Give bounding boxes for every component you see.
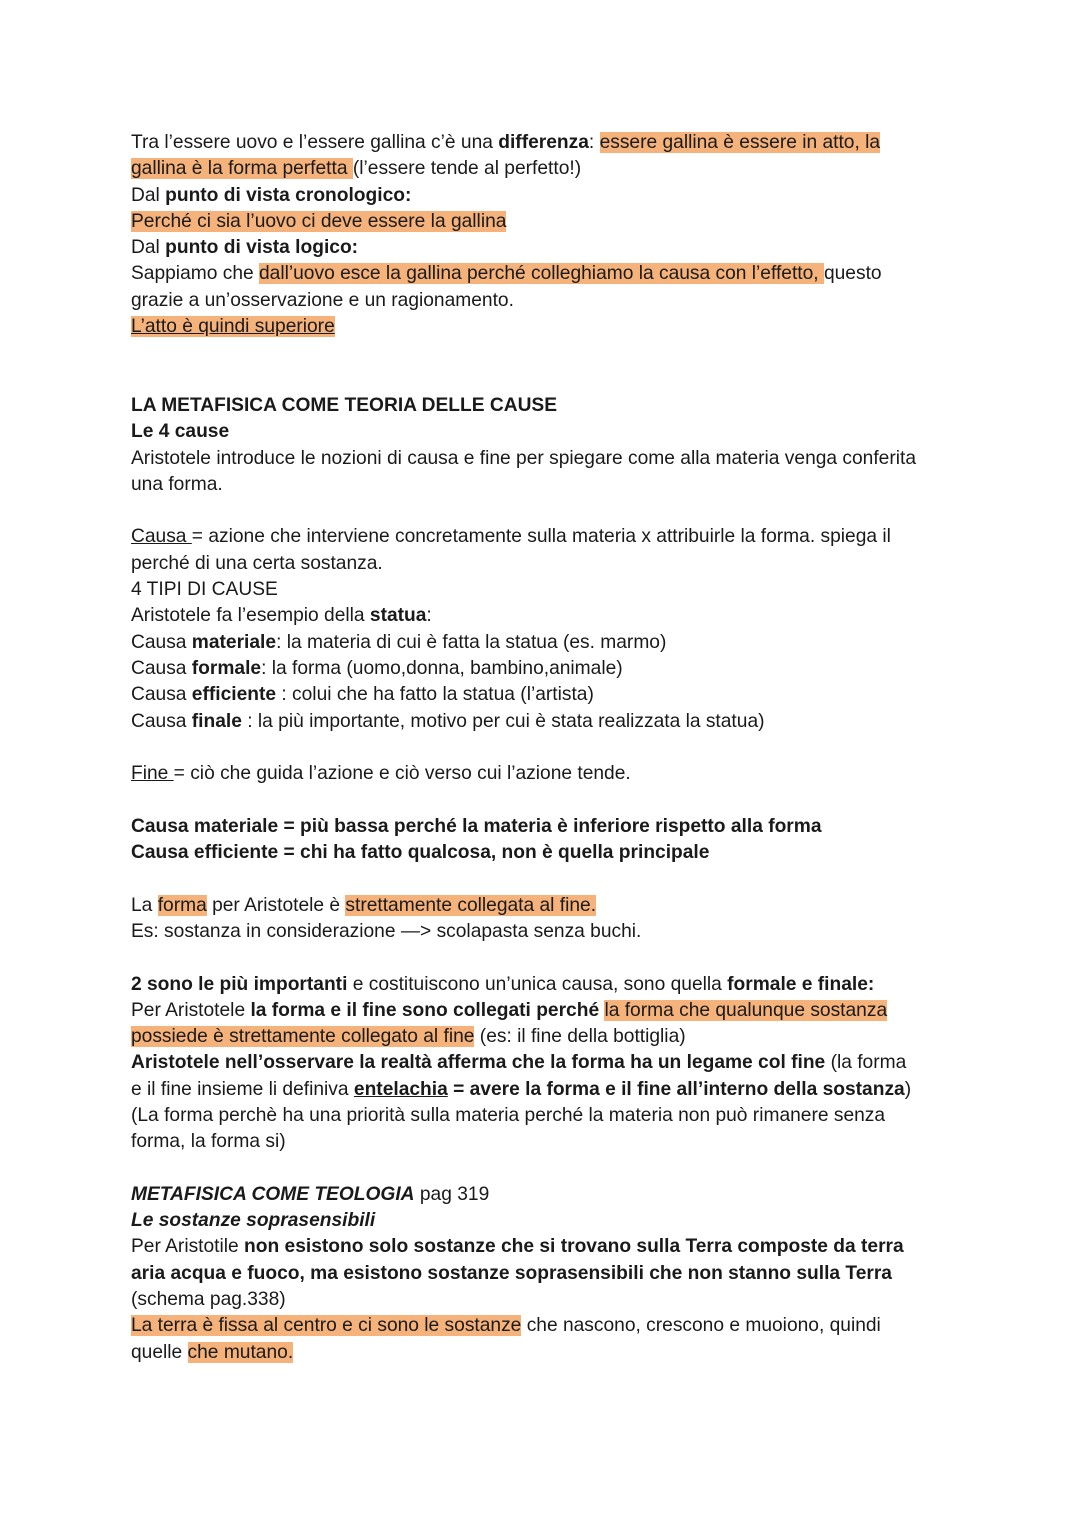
highlight: strettamente collegata al fine.: [345, 894, 597, 916]
text-line: una forma.: [131, 473, 223, 495]
document-page: [131, 130, 961, 1366]
text: Sappiamo che: [131, 263, 259, 285]
highlight: la forma che qualunque sostanza: [604, 999, 888, 1021]
bold-text: differenza: [498, 132, 589, 153]
text-line: [131, 261, 961, 287]
text-line: [131, 130, 961, 156]
text-line: [131, 156, 961, 182]
text-line: La forma per Aristotele è strettamente collegata al fine.: [131, 894, 597, 916]
text-line: Fine = ciò che guida l’azione e ciò verso cui l’azione tende.: [131, 763, 631, 785]
bold-text: punto di vista cronologico:: [165, 184, 412, 206]
bold-text: punto di vista logico:: [165, 237, 359, 259]
cause-formal: Causa formale: la forma (uomo,donna, bambino,animale): [131, 657, 623, 679]
text-line: Per Aristotile non esistono solo sostanze che si trovano sulla Terra composte da terra: [131, 1236, 904, 1258]
highlight: essere gallina è essere in atto, la: [599, 132, 881, 153]
section-subtitle: Le sostanze soprasensibili: [131, 1210, 376, 1232]
text-line: 4 TIPI DI CAUSE: [131, 579, 278, 601]
cause-efficient: Causa efficiente : colui che ha fatto la statua (l’artista): [131, 684, 594, 706]
text-line: [131, 314, 961, 340]
text-line: Causa materiale = più bassa perché la materia è inferiore rispetto alla forma: [131, 815, 822, 837]
underlined-text: entelachia: [353, 1078, 448, 1100]
text-line: La terra è fissa al centro e ci sono le sostanze che nascono, crescono e muoiono, quindi: [131, 1315, 881, 1337]
text-line: Aristotele introduce le nozioni di causa e fine per spiegare come alla materia venga conferita: [131, 447, 917, 469]
section-title: LA METAFISICA COME TEORIA DELLE CAUSE: [131, 394, 558, 416]
cause-material: Causa materiale: la materia di cui è fatta la statua (es. marmo): [131, 631, 667, 653]
text-line: aria acqua e fuoco, ma esistono sostanze soprasensibili che non stanno sulla Terra: [131, 1262, 892, 1284]
text-line: Causa efficiente = chi ha fatto qualcosa, non è quella principale: [131, 842, 710, 864]
text-line: Causa = azione che interviene concretamente sulla materia x attribuirle la forma. spiega il: [131, 526, 891, 548]
highlight: L’atto è quindi superiore: [131, 316, 335, 338]
text: (l’essere tende al perfetto!): [352, 158, 582, 180]
highlight: Perché ci sia l’uovo ci deve essere la gallina: [131, 210, 507, 232]
text-line: [131, 288, 961, 314]
text: grazie a un’osservazione e un ragionamento.: [131, 289, 514, 311]
cause-final: Causa finale : la più importante, motivo per cui è stata realizzata la statua): [131, 710, 765, 732]
text-line: forma, la forma si): [131, 1131, 286, 1153]
highlight: La terra è fissa al centro e ci sono le sostanze: [131, 1315, 522, 1337]
text-line: [131, 209, 961, 235]
section-subtitle: Le 4 cause: [131, 421, 230, 443]
text-line: Es: sostanza in considerazione —> scolapasta senza buchi.: [131, 920, 642, 942]
underlined-text: Causa: [131, 526, 192, 548]
highlight: forma: [157, 894, 207, 916]
text: Dal: [131, 184, 166, 206]
underlined-text: Fine: [131, 763, 174, 785]
highlight: possiede è strettamente collegato al fine: [131, 1026, 475, 1048]
text-line: [131, 183, 961, 209]
text: :: [588, 132, 600, 153]
text: Tra l’essere uovo e l’essere gallina c’è una: [131, 132, 499, 153]
text-line: Aristotele nell’osservare la realtà afferma che la forma ha un legame col fine (la forma: [131, 1052, 907, 1074]
text: Dal: [131, 237, 166, 259]
text-line: (schema pag.338): [131, 1289, 286, 1311]
text-line: 2 sono le più importanti e costituiscono un’unica causa, sono quella formale e finale:: [131, 973, 875, 995]
highlight: che mutano.: [187, 1341, 294, 1363]
text-line: perché di una certa sostanza.: [131, 552, 383, 574]
text-line: (La forma perchè ha una priorità sulla materia perché la materia non può rimanere senza: [131, 1104, 886, 1126]
highlight: gallina è la forma perfetta: [131, 158, 353, 180]
text: questo: [823, 263, 882, 285]
text-line: possiede è strettamente collegato al fine (es: il fine della bottiglia): [131, 1026, 686, 1048]
text-line: Per Aristotele la forma e il fine sono collegati perché la forma che qualunque sostanza: [131, 999, 888, 1021]
text-line: [131, 235, 961, 261]
highlight: dall’uovo esce la gallina perché colleghiamo la causa con l’effetto,: [259, 263, 824, 285]
text-line: quelle che mutano.: [131, 1341, 294, 1363]
text-line: Aristotele fa l’esempio della statua:: [131, 605, 432, 627]
text-line: e il fine insieme li definiva entelachia = avere la forma e il fine all’interno della sostanza): [131, 1078, 912, 1100]
section-title: METAFISICA COME TEOLOGIA pag 319: [131, 1183, 490, 1205]
